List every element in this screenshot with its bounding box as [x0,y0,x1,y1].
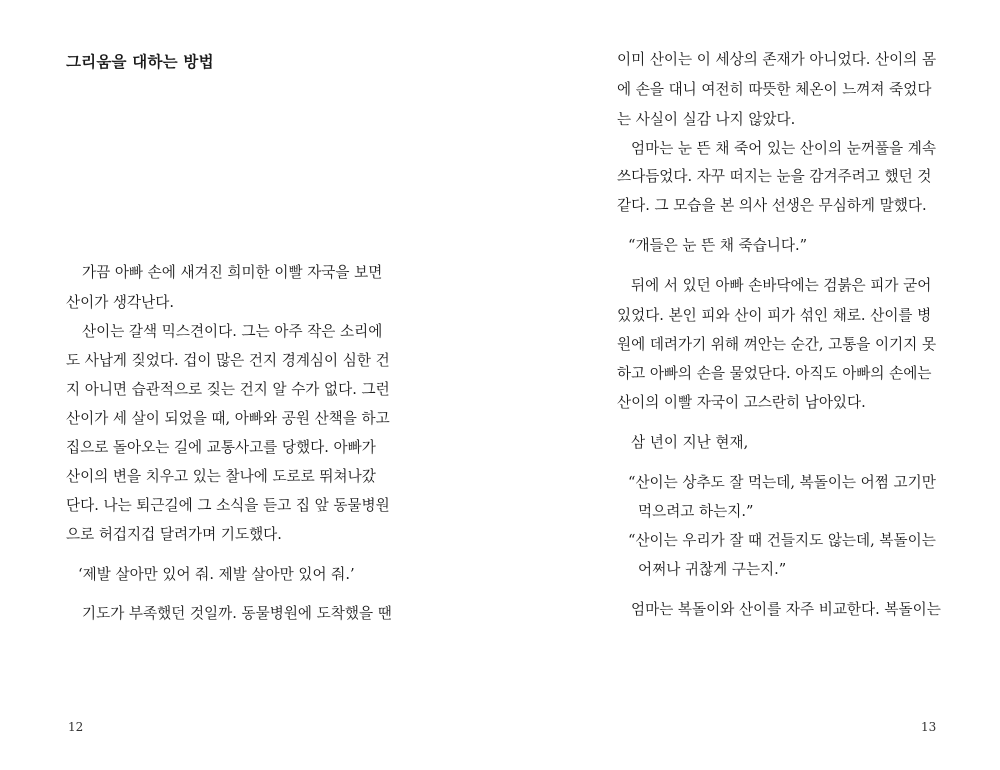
dialogue-quote: “산이는 상추도 잘 먹는데, 복돌이는 어쩜 고기만 [628,474,936,491]
text-line: 원에 데려가기 위해 껴안는 순간, 고통을 이기지 못 [617,336,937,353]
text-line: 같다. 그 모습을 본 의사 선생은 무심하게 말했다. [617,197,927,214]
text-line: 에 손을 대니 여전히 따뜻한 체온이 느껴져 죽었다 [617,81,932,98]
chapter-title: 그리움을 대하는 방법 [66,52,214,71]
text-line: 으로 허겁지겁 달려가며 기도했다. [66,526,282,543]
text-line: 엄마는 눈 뜬 채 죽어 있는 산이의 눈꺼풀을 계속 [631,140,936,157]
text-line: 가끔 아빠 손에 새겨진 희미한 이빨 자국을 보면 [82,264,383,281]
text-line: 산이는 갈색 믹스견이다. 그는 아주 작은 소리에 [82,323,383,340]
text-line: 산이가 생각난다. [66,294,174,311]
text-line: 삼 년이 지난 현재, [631,434,749,451]
dialogue-quote-continued: 어쩌나 귀찮게 구는지.” [638,561,787,578]
text-line: 지 아니면 습관적으로 짖는 건지 알 수가 없다. 그런 [66,381,390,398]
text-line: 이미 산이는 이 세상의 존재가 아니었다. 산이의 몸 [617,51,937,68]
text-line: 있었다. 본인 피와 산이 피가 섞인 채로. 산이를 병 [617,307,932,324]
text-line: 산이의 변을 치우고 있는 찰나에 도로로 뛰쳐나갔 [66,468,376,485]
prayer-quote: ‘제발 살아만 있어 줘. 제발 살아만 있어 줘.’ [78,566,355,583]
text-line: 쓰다듬었다. 자꾸 떠지는 눈을 감겨주려고 했던 것 [617,168,932,185]
text-line: 집으로 돌아오는 길에 교통사고를 당했다. 아빠가 [66,439,376,456]
text-line: 는 사실이 실감 나지 않았다. [617,111,796,128]
text-line: 산이의 이빨 자국이 고스란히 남아있다. [617,394,866,411]
text-line: 기도가 부족했던 것일까. 동물병원에 도착했을 땐 [82,605,392,622]
right-page [500,0,1000,770]
text-line: 단다. 나는 퇴근길에 그 소식을 듣고 집 앞 동물병원 [66,497,390,514]
text-line: 뒤에 서 있던 아빠 손바닥에는 검붉은 피가 굳어 [631,277,932,294]
text-line: 엄마는 복돌이와 산이를 자주 비교한다. 복돌이는 [631,601,941,618]
text-line: 하고 아빠의 손을 물었단다. 아직도 아빠의 손에는 [617,365,932,382]
dialogue-quote-continued: 먹으려고 하는지.” [638,503,754,520]
text-line: 도 사납게 짖었다. 겁이 많은 건지 경계심이 심한 건 [66,352,390,369]
page-number: 13 [921,720,937,734]
dialogue-quote: “개들은 눈 뜬 채 죽습니다.” [628,237,808,254]
text-line: 산이가 세 살이 되었을 때, 아빠와 공원 산책을 하고 [66,410,390,427]
dialogue-quote: “산이는 우리가 잘 때 건들지도 않는데, 복돌이는 [628,532,936,549]
page-number: 12 [68,720,84,734]
